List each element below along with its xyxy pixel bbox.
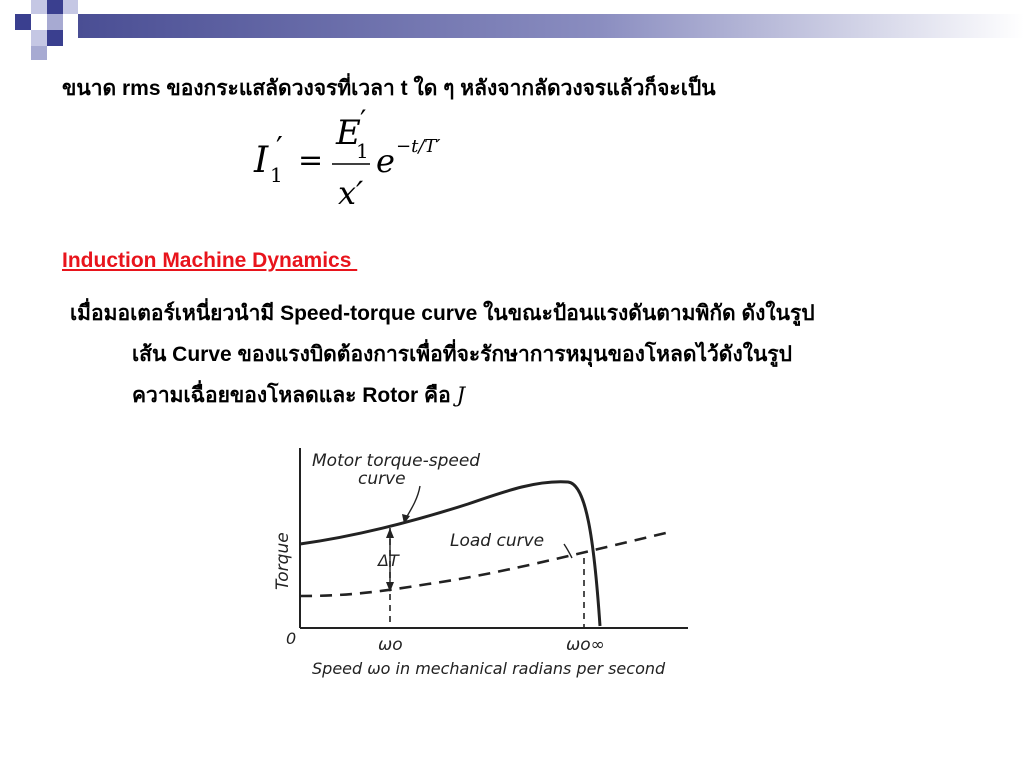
motor-torque-speed-curve — [300, 482, 600, 626]
torque-speed-chart — [268, 438, 698, 683]
section-title: Induction Machine Dynamics — [62, 249, 358, 272]
body-paragraph — [62, 293, 1002, 416]
paragraph-line-3-text: ความเฉื่อยของโหลดและ Rotor คือ — [132, 384, 451, 407]
formula-denominator: x′ — [338, 174, 364, 212]
delta-t-arrowhead-up — [386, 528, 394, 538]
paragraph-line-3 — [62, 375, 1002, 416]
x-axis-label: Speed ωo in mechanical radians per second — [312, 659, 666, 678]
delta-t-label: ΔT — [378, 551, 399, 570]
chart-svg — [268, 438, 698, 683]
formula-exponent: −t/T′ — [396, 136, 441, 157]
formula — [240, 108, 470, 218]
motor-curve-label-2: curve — [358, 469, 406, 489]
x-mark-w0: ωo — [378, 635, 403, 655]
formula-num-symbol: E — [336, 113, 361, 153]
formula-lhs-prime: ′ — [276, 131, 283, 166]
motor-curve-label: Motor torque-speed — [312, 451, 481, 471]
formula-num-sub: 1 — [356, 139, 369, 163]
formula-equals: = — [298, 143, 324, 178]
intro-text: ขนาด rms ของกระแสลัดวงจรที่เวลา t ใด ๆ หลังจากลัดวงจรแล้วก็จะเป็น — [62, 77, 716, 100]
origin-label: 0 — [286, 629, 297, 648]
paragraph-line-2: เส้น Curve ของแรงบิดต้องการเพื่อที่จะรักษาการหมุนของโหลดไว้ดังในรูป — [132, 343, 792, 366]
header-gradient-bar — [78, 14, 1024, 38]
y-axis-label: Torque — [273, 532, 293, 590]
paragraph-line-1: เมื่อมอเตอร์เหนี่ยวนำมี Speed-torque curve ในขณะป้อนแรงดันตามพิกัด ดังในรูป — [70, 302, 815, 325]
motor-curve-pointer — [406, 486, 420, 518]
x-mark-winf: ωo∞ — [566, 635, 605, 655]
load-curve-label: Load curve — [450, 531, 545, 551]
formula-lhs-symbol: I — [254, 140, 269, 181]
formula-exp-base: e — [376, 142, 395, 180]
inertia-symbol: J — [456, 383, 465, 407]
formula-svg — [240, 108, 470, 218]
formula-num-prime: ′ — [360, 108, 367, 137]
formula-lhs-sub: 1 — [270, 163, 283, 187]
